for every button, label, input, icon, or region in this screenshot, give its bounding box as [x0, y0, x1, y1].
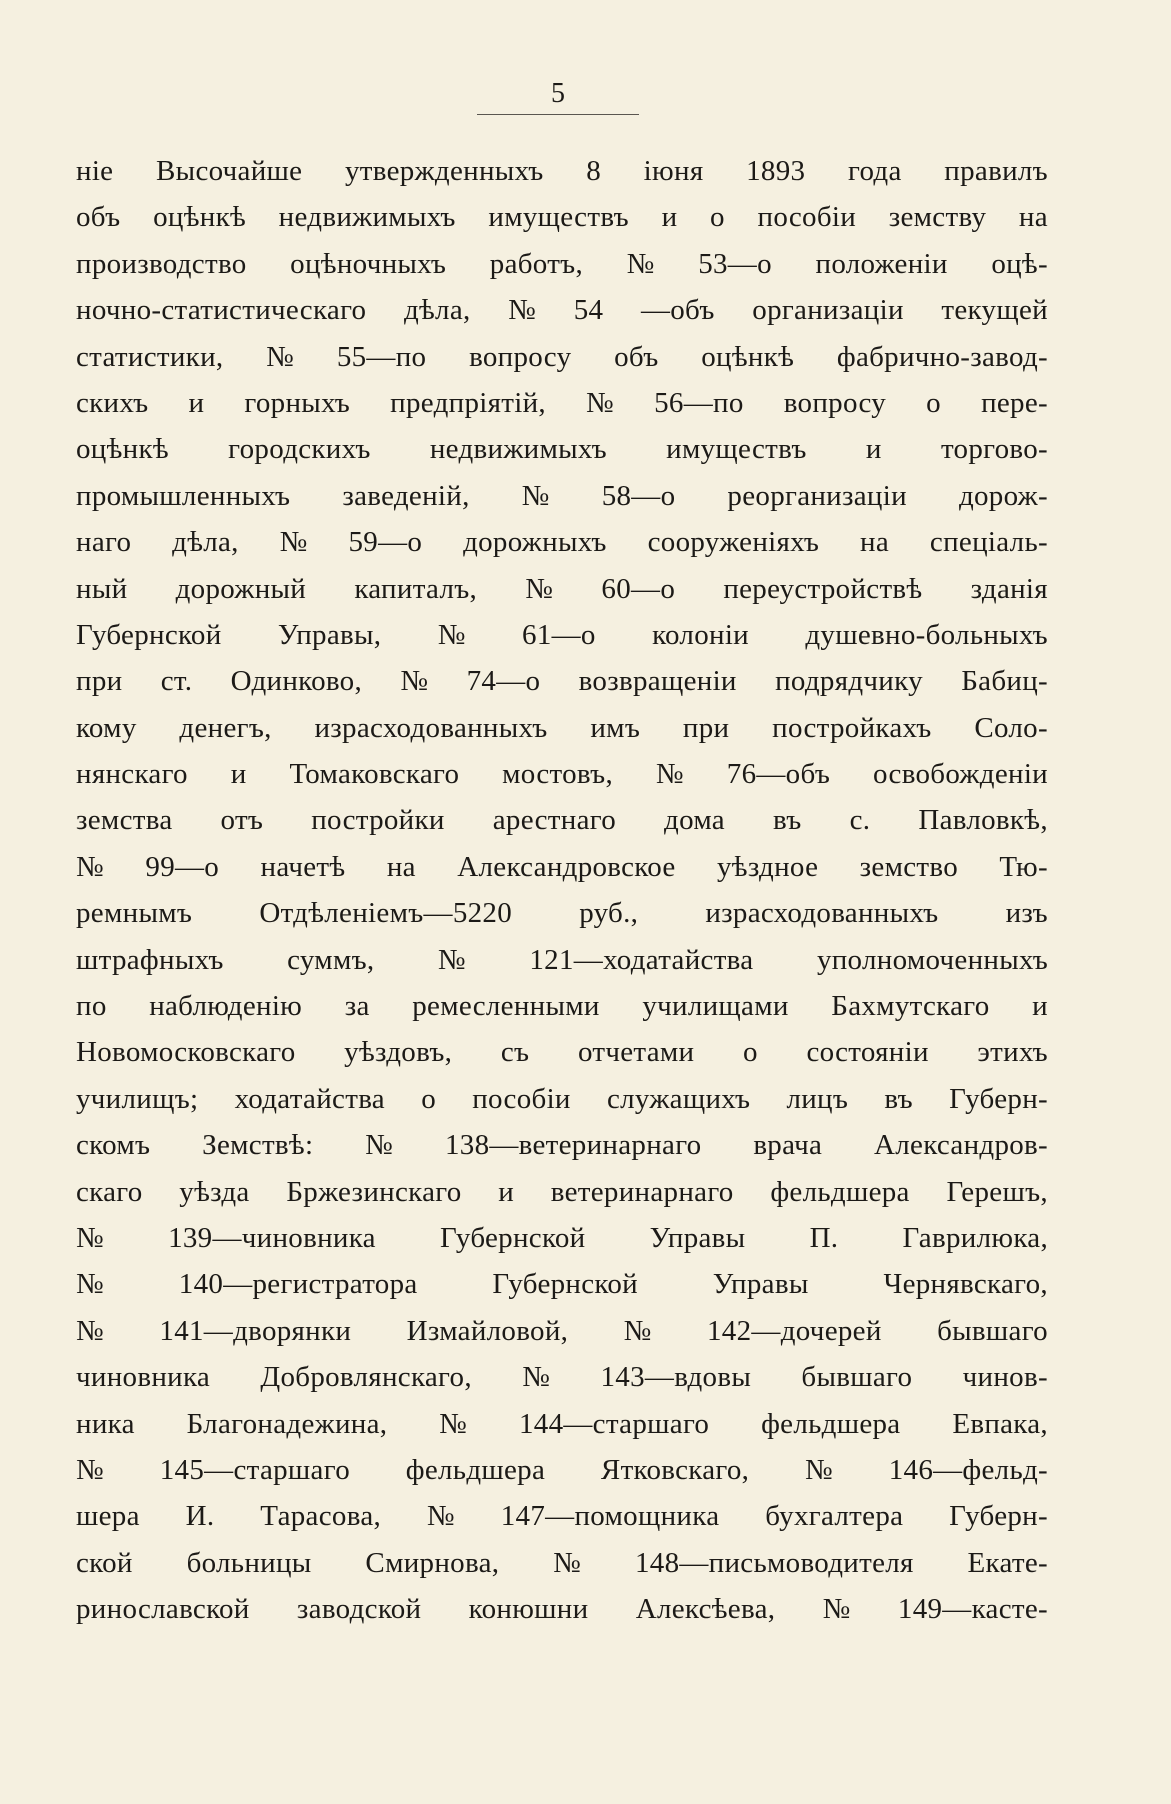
- word: №: [439, 1407, 468, 1440]
- text-line: [76, 844, 1048, 890]
- word: правилъ: [944, 155, 1048, 187]
- word: реорганизаціи: [727, 479, 907, 512]
- text-line: [76, 566, 1048, 612]
- word: положеніи: [815, 247, 948, 280]
- word: бывшаго: [937, 1314, 1048, 1347]
- word: 144—старшаго: [518, 1407, 710, 1440]
- word: 55—по: [336, 340, 427, 373]
- word: Одинково,: [230, 665, 363, 698]
- word: на: [1018, 201, 1048, 234]
- word: дорожный: [175, 572, 307, 605]
- word: №: [437, 943, 466, 976]
- word: Отдѣленіемъ—5220: [259, 897, 513, 930]
- word: дѣла,: [172, 526, 239, 559]
- word: пере-: [981, 386, 1048, 419]
- word: №: [586, 386, 615, 419]
- word: Бржезинскаго: [286, 1175, 462, 1208]
- word: 138—ветеринарнаго: [444, 1129, 702, 1162]
- word: ный: [76, 572, 128, 605]
- text-line: [76, 1169, 1048, 1215]
- text-line: [76, 1029, 1048, 1075]
- text-line: [76, 937, 1048, 983]
- word: горныхъ: [244, 386, 351, 419]
- word: за: [344, 990, 370, 1023]
- word: и: [865, 433, 882, 466]
- word: года: [847, 155, 902, 187]
- word: въ: [772, 804, 802, 837]
- word: чинов-: [962, 1361, 1048, 1394]
- word: служащихъ: [606, 1082, 751, 1115]
- word: училищами: [642, 990, 789, 1023]
- text-line: [76, 1493, 1048, 1539]
- word: №: [508, 294, 537, 327]
- word: на: [860, 526, 890, 559]
- word: №: [525, 572, 554, 605]
- word: №: [623, 1314, 652, 1347]
- word: №: [76, 1221, 104, 1254]
- word: утвержденныхъ: [345, 155, 544, 187]
- word: Земствѣ:: [202, 1129, 314, 1162]
- word: о: [421, 1082, 436, 1115]
- text-line: [76, 1540, 1048, 1586]
- word: отчетами: [577, 1036, 695, 1069]
- word: подрядчику: [775, 665, 923, 698]
- text-line: [76, 1122, 1048, 1168]
- word: скаго: [76, 1175, 143, 1208]
- word: скомъ: [76, 1129, 151, 1162]
- word: отъ: [220, 804, 264, 837]
- word: Алексѣева,: [635, 1593, 776, 1626]
- word: Измайловой,: [406, 1314, 569, 1347]
- word: оцѣнкѣ: [701, 340, 795, 373]
- word: предпріятій,: [390, 386, 546, 419]
- word: постройки: [311, 804, 445, 837]
- word: ветеринарнаго: [550, 1175, 734, 1208]
- word: Губернской: [439, 1221, 586, 1254]
- word: бывшаго: [801, 1361, 913, 1394]
- word: заведеній,: [342, 479, 470, 512]
- word: ходатайства: [234, 1082, 385, 1115]
- word: текущей: [941, 294, 1048, 327]
- word: Новомосковскаго: [76, 1036, 296, 1069]
- word: Чернявскаго,: [883, 1268, 1048, 1301]
- text-line: [76, 1354, 1048, 1400]
- text-line: [76, 380, 1048, 426]
- page-number: 5: [551, 78, 566, 109]
- word: и: [188, 386, 205, 419]
- text-line: [76, 705, 1048, 751]
- word: оцѣнкѣ: [76, 433, 169, 466]
- word: 54: [573, 294, 604, 327]
- word: оцѣночныхъ: [290, 247, 447, 280]
- word: душевно-больныхъ: [805, 618, 1048, 651]
- word: организаціи: [752, 294, 904, 327]
- word: уѣзда: [179, 1175, 250, 1208]
- word: Управы: [712, 1268, 809, 1301]
- word: начетѣ: [260, 850, 346, 883]
- word: Высочайше: [156, 155, 303, 187]
- word: 121—ходатайства: [529, 943, 754, 976]
- word: работъ,: [489, 247, 584, 280]
- word: №: [76, 1268, 104, 1301]
- word: о: [710, 201, 725, 234]
- word: израсходованныхъ: [314, 711, 548, 744]
- word: 145—старшаго: [159, 1453, 350, 1486]
- word: 61—о: [522, 618, 596, 651]
- text-line: [76, 612, 1048, 658]
- word: ночно-статистическаго: [76, 294, 367, 327]
- word: недвижимыхъ: [429, 433, 607, 466]
- word: объ: [76, 201, 121, 234]
- word: Герешъ,: [946, 1175, 1048, 1208]
- word: пособіи: [757, 201, 857, 234]
- word: ремнымъ: [76, 897, 193, 930]
- word: Губернской: [492, 1268, 638, 1301]
- word: 1893: [746, 155, 806, 187]
- text-line: [76, 658, 1048, 704]
- word: 143—вдовы: [600, 1361, 752, 1394]
- word: штрафныхъ: [76, 943, 224, 976]
- word: Управы: [649, 1221, 746, 1254]
- word: о: [926, 386, 941, 419]
- text-line: [76, 287, 1048, 333]
- word: чиновника: [76, 1361, 211, 1394]
- word: спеціаль-: [929, 526, 1048, 559]
- text-line: [76, 1401, 1048, 1447]
- word: Тарасова,: [260, 1500, 382, 1533]
- word: 58—о: [601, 479, 676, 512]
- word: 140—регистратора: [178, 1268, 418, 1301]
- word: 59—о: [348, 526, 423, 559]
- word: объ: [614, 340, 659, 373]
- word: съ: [500, 1036, 530, 1069]
- word: 76—объ: [726, 758, 831, 791]
- word: 148—письмоводителя: [634, 1546, 914, 1579]
- word: №: [804, 1453, 833, 1486]
- word: училищъ;: [76, 1082, 199, 1115]
- word: Александровское: [457, 850, 676, 883]
- text-line: [76, 473, 1048, 519]
- word: изъ: [1005, 897, 1048, 930]
- word: постройкахъ: [772, 711, 932, 744]
- word: нянскаго: [76, 758, 188, 791]
- word: суммъ,: [287, 943, 375, 976]
- word: больницы: [186, 1546, 312, 1579]
- word: уѣздовъ,: [344, 1036, 453, 1069]
- word: №: [655, 758, 684, 791]
- word: Губерн-: [949, 1500, 1048, 1533]
- word: ремесленными: [412, 990, 600, 1023]
- word: №: [266, 340, 295, 373]
- word: врача: [753, 1129, 823, 1162]
- word: ніе: [76, 155, 114, 187]
- word: по: [76, 990, 107, 1023]
- word: статистики,: [76, 340, 224, 373]
- word: пособіи: [472, 1082, 571, 1115]
- text-line: [76, 426, 1048, 472]
- text-line: [76, 1586, 1048, 1632]
- word: скихъ: [76, 386, 149, 419]
- word: №: [76, 1314, 104, 1347]
- word: 146—фельд-: [888, 1453, 1048, 1486]
- word: Бабиц-: [961, 665, 1048, 698]
- word: Благонадежина,: [186, 1407, 388, 1440]
- word: дорож-: [958, 479, 1048, 512]
- word: оцѣнкѣ: [153, 201, 247, 234]
- word: производство: [76, 247, 247, 280]
- word: 74—о: [466, 665, 541, 698]
- word: Ятковскаго,: [600, 1453, 750, 1486]
- word: іюня: [643, 155, 704, 187]
- word: 60—о: [601, 572, 676, 605]
- word: 56—по: [654, 386, 744, 419]
- word: №: [400, 665, 429, 698]
- word: сооруженіяхъ: [647, 526, 820, 559]
- word: дома: [664, 804, 725, 837]
- word: арестнаго: [492, 804, 617, 837]
- word: Соло-: [974, 711, 1048, 744]
- word: 139—чиновника: [168, 1221, 376, 1254]
- word: №: [365, 1129, 394, 1162]
- word: №: [553, 1546, 582, 1579]
- word: при: [76, 665, 123, 698]
- text-line: [76, 1261, 1048, 1307]
- word: ринославской: [76, 1593, 250, 1626]
- word: фабрично-завод-: [836, 340, 1048, 373]
- word: —объ: [640, 294, 715, 327]
- text-line: [76, 890, 1048, 936]
- word: Смирнова,: [365, 1546, 500, 1579]
- word: дорожныхъ: [463, 526, 607, 559]
- text-line: [76, 334, 1048, 380]
- word: и: [1032, 990, 1048, 1023]
- text-line: [76, 797, 1048, 843]
- word: уѣздное: [716, 850, 819, 883]
- word: ст.: [160, 665, 193, 698]
- word: капиталъ,: [354, 572, 478, 605]
- word: Тю-: [999, 850, 1048, 883]
- word: и: [661, 201, 678, 234]
- word: Екате-: [967, 1546, 1048, 1579]
- word: и: [498, 1175, 515, 1208]
- word: оцѣ-: [991, 247, 1048, 280]
- word: П.: [809, 1221, 839, 1254]
- word: и: [230, 758, 247, 791]
- word: ника: [76, 1407, 135, 1440]
- word: переустройствѣ: [723, 572, 923, 605]
- word: этихъ: [977, 1036, 1048, 1069]
- word: вопросу: [469, 340, 572, 373]
- word: состояніи: [806, 1036, 929, 1069]
- word: кому: [76, 711, 137, 744]
- word: №: [426, 1500, 455, 1533]
- word: при: [682, 711, 730, 744]
- text-line: [76, 751, 1048, 797]
- word: №: [626, 247, 655, 280]
- text-line: [76, 241, 1048, 287]
- word: имуществъ: [666, 433, 807, 466]
- text-line: [76, 148, 1048, 194]
- body-text: [76, 148, 1048, 1633]
- text-line: [76, 1447, 1048, 1493]
- word: №: [822, 1593, 851, 1626]
- text-line: [76, 1076, 1048, 1122]
- word: израсходованныхъ: [705, 897, 939, 930]
- word: Томаковскаго: [289, 758, 460, 791]
- word: с.: [849, 804, 871, 837]
- word: шера: [76, 1500, 140, 1533]
- text-line: [76, 519, 1048, 565]
- word: земство: [859, 850, 958, 883]
- word: Бахмутскаго: [831, 990, 990, 1023]
- word: №: [279, 526, 308, 559]
- word: дѣла,: [403, 294, 471, 327]
- word: мостовъ,: [502, 758, 614, 791]
- word: фельдшера: [770, 1175, 910, 1208]
- word: заводской: [296, 1593, 422, 1626]
- word: 141—дворянки: [159, 1314, 352, 1347]
- word: возвращеніи: [578, 665, 737, 698]
- word: недвижимыхъ: [278, 201, 456, 234]
- word: Губерн-: [949, 1082, 1048, 1115]
- word: въ: [884, 1082, 913, 1115]
- word: №: [437, 618, 466, 651]
- word: конюшни: [468, 1593, 589, 1626]
- word: №: [76, 1453, 104, 1486]
- text-line: [76, 983, 1048, 1029]
- word: №: [76, 850, 104, 883]
- word: ской: [76, 1546, 133, 1579]
- word: И.: [185, 1500, 215, 1533]
- word: городскихъ: [228, 433, 371, 466]
- header-rule: [477, 114, 639, 115]
- word: Губернской: [76, 618, 222, 651]
- word: зданія: [970, 572, 1048, 605]
- word: денегъ,: [179, 711, 272, 744]
- word: уполномоченныхъ: [816, 943, 1048, 976]
- word: на: [386, 850, 416, 883]
- text-line: [76, 194, 1048, 240]
- text-line: [76, 1215, 1048, 1261]
- word: лицъ: [786, 1082, 849, 1115]
- word: №: [522, 1361, 551, 1394]
- word: бухгалтера: [765, 1500, 904, 1533]
- word: 8: [586, 155, 602, 187]
- word: 149—касте-: [897, 1593, 1048, 1626]
- word: №: [521, 479, 550, 512]
- word: промышленныхъ: [76, 479, 291, 512]
- word: земства: [76, 804, 173, 837]
- word: Управы,: [277, 618, 382, 651]
- word: земству: [888, 201, 987, 234]
- text-line: [76, 1308, 1048, 1354]
- word: Гаврилюка,: [902, 1221, 1048, 1254]
- word: Павловкѣ,: [918, 804, 1048, 837]
- word: имъ: [590, 711, 641, 744]
- word: Александров-: [874, 1129, 1048, 1162]
- word: 99—о: [145, 850, 220, 883]
- word: Евпака,: [952, 1407, 1048, 1440]
- word: о: [743, 1036, 758, 1069]
- word: фельдшера: [405, 1453, 546, 1486]
- word: 53—о: [698, 247, 772, 280]
- word: колоніи: [652, 618, 749, 651]
- word: руб.,: [579, 897, 639, 930]
- word: наго: [76, 526, 132, 559]
- word: фельдшера: [761, 1407, 901, 1440]
- word: имуществъ: [488, 201, 629, 234]
- word: наблюденію: [149, 990, 303, 1023]
- word: освобожденіи: [873, 758, 1048, 791]
- word: 142—дочерей: [707, 1314, 882, 1347]
- word: вопросу: [783, 386, 887, 419]
- word: 147—помощника: [500, 1500, 720, 1533]
- word: Добровлянскаго,: [260, 1361, 472, 1394]
- word: торгово-: [940, 433, 1048, 466]
